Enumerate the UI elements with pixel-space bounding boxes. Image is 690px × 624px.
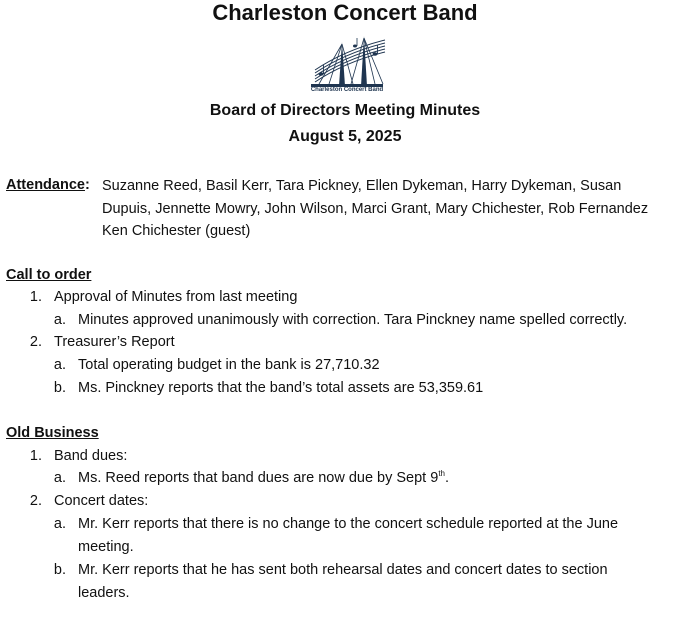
subitem-letter: b.	[53, 562, 66, 578]
meeting-title: Board of Directors Meeting Minutes	[209, 102, 481, 119]
subitem-text: Minutes approved unanimously with correction. Tara Pinckney name spelled correctly.	[78, 312, 628, 328]
org-title: Charleston Concert Band	[212, 0, 478, 25]
subitem-text: Mr. Kerr reports that there is no change to the concert schedule reported at the June meeting.	[78, 516, 619, 555]
subitem-text: Ms. Reed reports that band dues are now due by Sept 9th.	[78, 469, 450, 486]
item-text: Band dues:	[54, 448, 128, 464]
subitem-text: Mr. Kerr reports that he has sent both rehearsal dates and concert dates to section leaders.	[78, 562, 608, 601]
item-text: Treasurer’s Report	[54, 334, 175, 350]
logo-caption: Charleston Concert Band	[310, 87, 384, 93]
subitem-letter: a.	[53, 312, 66, 328]
subitem-text: Ms. Pinckney reports that the band’s total assets are 53,359.61	[78, 380, 484, 396]
item-text: Approval of Minutes from last meeting	[54, 289, 298, 305]
attendance-names: Suzanne Reed, Basil Kerr, Tara Pickney, Ellen Dykeman, Harry Dykeman, Susan Dupuis, Jennette Mowry, John Wilson, Marci Grant, Mary Chichester, Rob Fernandez Ken Chichester (guest)	[102, 178, 649, 239]
old-business-heading: Old Business	[6, 425, 99, 441]
subitem-letter: a.	[53, 516, 66, 532]
item-text: Concert dates:	[54, 493, 149, 509]
item-number: 2.	[29, 334, 42, 350]
subitem-letter: a.	[53, 470, 66, 486]
attendance-label: Attendance:	[6, 177, 90, 193]
subitem-letter: b.	[53, 380, 66, 396]
item-number: 2.	[29, 493, 42, 509]
meeting-date: August 5, 2025	[288, 128, 402, 145]
band-logo-icon	[305, 32, 389, 94]
item-number: 1.	[29, 289, 42, 305]
call-to-order-heading: Call to order	[6, 267, 92, 283]
subitem-letter: a.	[53, 357, 66, 373]
item-number: 1.	[29, 448, 42, 464]
subitem-text: Total operating budget in the bank is 27,710.32	[78, 357, 380, 373]
